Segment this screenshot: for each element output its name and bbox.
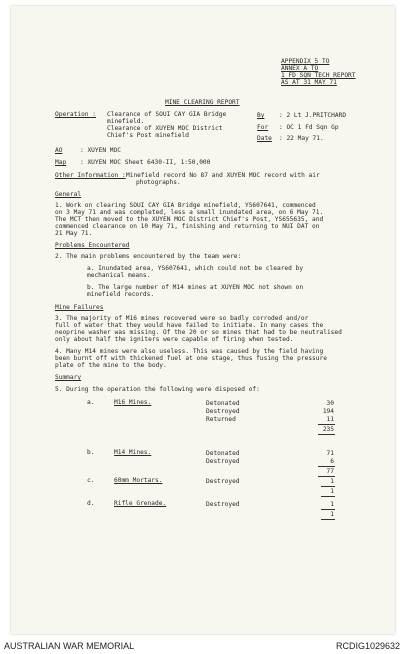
for-label: For bbox=[257, 124, 269, 131]
item-b-total-rule bbox=[318, 476, 335, 477]
document-page bbox=[11, 6, 395, 634]
operation-value-4: Chief's Post minefield bbox=[107, 132, 189, 139]
report-title: MINE CLEARING REPORT bbox=[165, 99, 240, 106]
problems-a-line-1: a. Inundated area, YS607641, which could not be cleared by bbox=[87, 265, 304, 272]
failures-3-line-3: neoprine washer was missing. Of the 20 or so mines that had to be neutralised bbox=[55, 329, 342, 336]
operation-label: Operation : bbox=[55, 111, 96, 118]
by-value: : 2 Lt J.PRITCHARD bbox=[279, 112, 347, 119]
item-a-row1-label: Detonated bbox=[206, 400, 240, 407]
failures-4-line-3: plate of the mine to the body. bbox=[55, 362, 167, 369]
problems-heading: Problems Encountered bbox=[55, 242, 130, 249]
general-heading: General bbox=[55, 191, 82, 198]
problems-intro: 2. The main problems encountered by the team were: bbox=[55, 253, 242, 260]
item-b-row2-value: 6 bbox=[330, 458, 334, 465]
failures-3-line-1: 3. The majority of M16 mines recovered were so badly corroded and/or bbox=[55, 315, 309, 322]
item-a-total-rule bbox=[318, 434, 335, 435]
item-d-name: Rifle Grenade. bbox=[114, 500, 167, 507]
item-b-letter: b. bbox=[87, 449, 95, 456]
item-d-row1-value: 1 bbox=[330, 501, 334, 508]
operation-value-2: minefield. bbox=[107, 118, 145, 125]
problems-b-line-2: minefield records. bbox=[87, 291, 155, 298]
problems-b-line-1: b. The large number of M14 mines at XUYEN MOC not shown on bbox=[87, 284, 304, 291]
failures-4-line-1: 4. Many M14 mines were also useless. This was caused by the field having bbox=[55, 348, 324, 355]
item-d-letter: d. bbox=[87, 500, 95, 507]
failures-heading: Mine Failures bbox=[55, 304, 104, 311]
problems-a-line-2: mechanical means. bbox=[87, 272, 151, 279]
operation-value-1: Clearance of SOUI CAY GIA Bridge bbox=[107, 111, 227, 118]
failures-4-line-2: been burnt off with thickened fuel at one stage, thus fusing the pressure bbox=[55, 355, 327, 362]
item-d-total: 1 bbox=[330, 511, 334, 518]
by-label: By bbox=[257, 112, 265, 119]
item-c-total: 1 bbox=[330, 488, 334, 495]
item-a-total: 235 bbox=[322, 426, 334, 433]
date-label: Date bbox=[257, 135, 272, 142]
item-b-row1-value: 71 bbox=[326, 450, 334, 457]
failures-3-line-2: full of water that they would have failed to initiate. In many cases the bbox=[55, 322, 324, 329]
item-a-row3-label: Returned bbox=[206, 416, 236, 423]
general-line-5: 21 May 71. bbox=[55, 230, 93, 237]
general-line-1: 1. Work on clearing SOUI CAY GIA Bridge minefield, YS607641, commenced bbox=[55, 202, 316, 209]
item-b-row2-label: Destroyed bbox=[206, 458, 240, 465]
item-a-row1-value: 30 bbox=[326, 400, 334, 407]
item-a-row3-value: 11 bbox=[326, 416, 334, 423]
footer-archive-name: AUSTRALIAN WAR MEMORIAL bbox=[4, 641, 135, 651]
item-c-total-rule bbox=[321, 496, 335, 497]
ao-label: AO bbox=[55, 147, 63, 154]
summary-intro: 5. During the operation the following were disposed of: bbox=[55, 386, 260, 393]
item-a-sum-rule bbox=[318, 424, 335, 425]
item-d-sum-rule bbox=[321, 509, 335, 510]
summary-heading: Summary bbox=[55, 374, 82, 381]
other-info-value-2: photographs. bbox=[136, 179, 181, 186]
item-b-sum-rule bbox=[318, 466, 335, 467]
appendix-line-3: 1 FD SQN TECH REPORT bbox=[281, 72, 356, 79]
item-a-row2-value: 194 bbox=[322, 408, 334, 415]
for-value: : OC 1 Fd Sqn Gp bbox=[279, 124, 339, 131]
appendix-line-1: APPENDIX 5 TO bbox=[281, 58, 330, 65]
date-value: : 22 May 71. bbox=[279, 135, 324, 142]
operation-value-3: Clearance of XUYEN MOC District bbox=[107, 125, 223, 132]
other-info-label: Other Information : bbox=[55, 172, 126, 179]
general-line-4: commenced clearance on 10 May 71, finishing and returning to NUI DAT on bbox=[55, 223, 320, 230]
item-a-row2-label: Destroyed bbox=[206, 408, 240, 415]
item-a-name: M16 Mines. bbox=[114, 399, 152, 406]
general-line-2: on 3 May 71 and was completed, less a small inundated area, on 6 May 71. bbox=[55, 209, 324, 216]
item-c-sum-rule bbox=[321, 486, 335, 487]
item-c-letter: c. bbox=[87, 477, 95, 484]
item-a-letter: a. bbox=[87, 399, 95, 406]
general-line-3: The MCT then moved to the XUYEN MOC District Chief's Post, YS655635, and bbox=[55, 216, 324, 223]
item-d-row1-label: Destroyed bbox=[206, 501, 240, 508]
item-d-total-rule bbox=[321, 519, 335, 520]
item-b-name: M14 Mines. bbox=[114, 449, 152, 456]
failures-3-line-4: only about half the igniters were capable of firing when tested. bbox=[55, 336, 294, 343]
item-c-name: 60mm Mortars. bbox=[114, 477, 163, 484]
item-b-total: 77 bbox=[326, 468, 334, 475]
ao-value: : XUYEN MOC bbox=[80, 147, 121, 154]
item-b-row1-label: Detonated bbox=[206, 450, 240, 457]
map-value: : XUYEN MOC Sheet 6430-II, 1:50,000 bbox=[80, 159, 211, 166]
footer-record-id: RCDIG1029632 bbox=[335, 641, 400, 651]
map-label: Map bbox=[55, 159, 67, 166]
other-info-value-1: Minefield record No 87 and XUYEN MOC record with air bbox=[126, 172, 320, 179]
item-c-row1-label: Destroyed bbox=[206, 478, 240, 485]
item-c-row1-value: 1 bbox=[330, 478, 334, 485]
appendix-line-2: ANNEX A TO bbox=[281, 65, 319, 72]
appendix-line-4: AS AT 31 MAY 71 bbox=[281, 79, 337, 86]
